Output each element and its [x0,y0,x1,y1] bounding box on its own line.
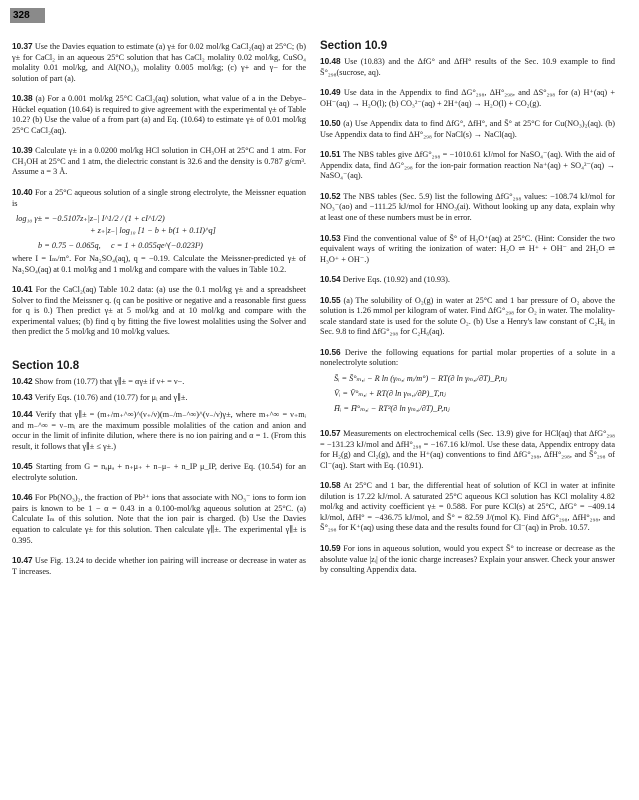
partial-molar-eq-volume: V̄ᵢ = V̄°ₘ,ᵢ + RT(∂ ln γₘ,ᵢ/∂P)_T,nⱼ [334,389,446,399]
right-column [320,42,615,586]
problem-10-46: 10.46 For Pb(NO₃)₂, the fraction of Pb²⁺ ions that associate with NO₃⁻ ions to form ion pairs is known to be 1 − α = 0.43 in a 0.100-mol/kg aqueous solution at 25°C. (a) Calculate Iₘ of this solution. Note that the ion pair is charged. (b) Use the Davies equation to calculate γ± for this solution. Then calculate γ∥±. The experimental γ∥± is 0.395. [12,493,307,545]
partial-molar-eq-enthalpy: H̄ᵢ = H̄°ₘ,ᵢ − RT²(∂ ln γₘ,ᵢ/∂T)_P,nⱼ [334,404,450,414]
problem-10-47: 10.47 Use Fig. 13.24 to decide whether ion pairing will increase or decrease in water as T increases. [12,556,306,576]
problem-10-44: 10.44 Verify that γ∥± = (m₊/m₊^∞)^(ν₊/ν)(m₋/m₋^∞)^(ν₋/ν)γ±, where m₊^∞ = ν₊mᵢ and m₋^∞ = ν₋mᵢ are the maximum possible molalities of the cation and anion and occur in the limit of infinite dilution, where there is no ion pairing and α = 1. (From this result, it follows that γ∥± ≤ γ±.) [12,410,306,451]
section-10-9-title: Section 10.9 [320,40,388,52]
problem-10-39: 10.39 Calculate γ± in a 0.0200 mol/kg HCl solution in CH₃OH at 25°C and 1 atm. For CH₃OH at 25°C and 1 atm, the dielectric constant is 32.6 and the density is 0.787 g/cm³. Assume a = 3 Å. [12,146,306,177]
meissner-eq-line-1: log₁₀ γ± = −0.5107z₊|z₋| I^1/2 / (1 + cI^1/2) [16,214,165,224]
problem-10-37: 10.37 Use the Davies equation to estimate (a) γ± for 0.02 mol/kg CaCl₂(aq) at 25°C; (b) γ± for CaCl₂ in an aqueous 25°C solution that has CaCl₂ molality 0.02 mol/kg, CuSO₄ molality 0.01 mol/kg, and Al(NO₃)₃ molality 0.005 mol/kg; (c) γ+ and γ− for the solution of part (a). [12,42,307,83]
problem-10-52: 10.52 The NBS tables (Sec. 5.9) list the following ΔfG°₂₉₈ values: −108.74 kJ/mol for NO₃⁻(ao) and −111.25 kJ/mol for HNO₃(ai). Without looking up any data, explain why at least one of these numbers must be in error. [320,191,615,223]
problem-10-58: 10.58 At 25°C and 1 bar, the differential heat of solution of KCl in water at infinite dilution is 17.22 kJ/mol. A saturated 25°C aqueous KCl solution has KCl molality 4.82 mol/kg and activity coefficient γ± = 0.588. For pure KCl(s) at 25°C, ΔfG° = −409.14 kJ/mol, ΔfH° = −436.75 kJ/mol, and S̄° = 82.59 J/(mol K). Find ΔfG°₂₉₈, ΔfH°₂₉₈, and S̄°₂₉₈ for K⁺(aq) using these data and the results found for Cl⁻(aq) in Prob. 10.57. [320,481,615,533]
partial-molar-equations [320,373,615,415]
problem-10-42: 10.42 Show from (10.77) that γ∥± = αγ± if ν+ = ν−. [12,376,185,386]
problem-10-57: 10.57 Measurements on electrochemical cells (Sec. 13.9) give for HCl(aq) that ΔfG°₂₉₈ = −131.23 kJ/mol and ΔfH°₂₉₈ = −167.16 kJ/mol. Use these data, Appendix entropy data for H₂(g) and Cl₂(g), and the H⁺(aq) conventions to find ΔfG°₂₉₈, ΔfH°₂₉₈, and S̄°₂₉₈ of Cl⁻(aq). Start with Eq. (10.91). [320,429,615,470]
problem-10-51: 10.51 The NBS tables give ΔfG°₂₉₈ = −1010.61 kJ/mol for NaSO₄⁻(aq). With the aid of Appendix data, find ΔG°₂₉₈ for the ion-pair formation reaction Na⁺(aq) + SO₄²⁻(aq) → NaSO₄⁻(aq). [320,150,615,181]
problem-10-59: 10.59 For ions in aqueous solution, would you expect S̄° to increase or decrease as the absolute value |zᵢ| of the ionic charge increases? Explain your answer. Check your answer by consulting Appendix data. [320,543,616,575]
meissner-equation [12,213,306,252]
problem-10-56: 10.56 Derive the following equations for partial molar properties of a solute in a nonelectrolyte solution: [320,347,616,368]
meissner-eq-line-2: + z₊|z₋| log₁₀ [1 − b + b(1 + 0.1I)^q] [90,226,216,236]
problem-10-40: 10.40 For a 25°C aqueous solution of a single strong electrolyte, the Meissner equation is [12,188,306,208]
problem-10-53: 10.53 Find the conventional value of S̄° of H₃O⁺(aq) at 25°C. (Hint: Consider the two equivalent ways of writing the ionization of water: H₂O ⇌ H⁺ + OH⁻ and 2H₂O ⇌ H₃O⁺ + OH⁻.) [320,233,616,264]
problem-10-50: 10.50 (a) Use Appendix data to find ΔfG°, ΔfH°, and S̄° at 25°C for Cu(NO₃)₂(aq). (b) Use Appendix data to find ΔH°₂₉₈ for NaCl(s) → NaCl(aq). [320,119,615,139]
problem-10-43: 10.43 Verify Eqs. (10.76) and (10.77) for μᵢ and γ∥±. [12,393,188,403]
problem-10-48: 10.48 Use (10.83) and the ΔfG° and ΔfH° results of the Sec. 10.9 example to find S̄°₂₉₈(sucrose, aq). [320,57,615,77]
page-number: 328 [10,8,45,23]
problem-10-54: 10.54 Derive Eqs. (10.92) and (10.93). [320,275,450,285]
problem-10-55: 10.55 (a) The solubility of O₂(g) in water at 25°C and 1 bar pressure of O₂ above the solution is 1.26 mmol per kilogram of water. Find ΔfG°₂₉₈ for O₂ in water. The molality-scale standard state is used for the solute O₂. (b) Use a Henry's law constant of C₂H₆ in Sec. 9.8 to find ΔfG°₂₉₈ for C₂H₆(aq). [320,295,616,337]
problem-10-45: 10.45 Starting from G = nₐμₐ + n₊μ₊ + n₋μ₋ + n_IP μ_IP, derive Eq. (10.54) for an electrolyte solution. [12,462,307,482]
meissner-eq-line-3: b = 0.75 − 0.065q, c = 1 + 0.055qe^(−0.023I³) [38,241,203,251]
problem-10-38: 10.38 (a) For a 0.001 mol/kg 25°C CaCl₂(aq) solution, what value of a in the Debye–Hückel equation (10.64) is required to give agreement with the experimental γ± of Table 10.2? (b) Use the value of a from part (a) and Eq. (10.64) to estimate γ± of 0.01 mol/kg 25°C CaCl₂(aq). [12,94,306,135]
partial-molar-eq-entropy: S̄ᵢ = S̄°ₘ,ᵢ − R ln (γₘ,ᵢ mᵢ/m°) − RT(∂ ln γₘ,ᵢ/∂T)_P,nⱼ [334,374,507,384]
problem-10-41: 10.41 For the CaCl₂(aq) Table 10.2 data: (a) use the 0.1 mol/kg γ± and a spreadsheet Solver to find the Meissner q. (q can be positive or negative and a reasonable first guess for q is 0.) Then predict γ± at 5 mol/kg and at 10 mol/kg and compare with the experimental values; (b) find q by fitting the five lowest molalities using the Solver and then predict the 5 mol/kg and 10 mol/kg values. [12,285,306,337]
section-10-8-title: Section 10.8 [12,359,80,372]
left-column [12,42,306,587]
problem-10-40-cont: where I = Iₘ/m°. For Na₂SO₄(aq), q = −0.19. Calculate the Meissner-predicted γ± of Na₂SO₄(aq) at 0.1 mol/kg and 1 mol/kg and compare with the values in Table 10.2. [12,254,306,274]
problem-10-49: 10.49 Use data in the Appendix to find ΔG°₂₉₈, ΔH°₂₉₈, and ΔS°₂₉₈ for (a) H⁺(aq) + OH⁻(aq) → H₂O(l); (b) CO₃²⁻(aq) + 2H⁺(aq) → H₂O(l) + CO₂(g). [320,88,615,108]
